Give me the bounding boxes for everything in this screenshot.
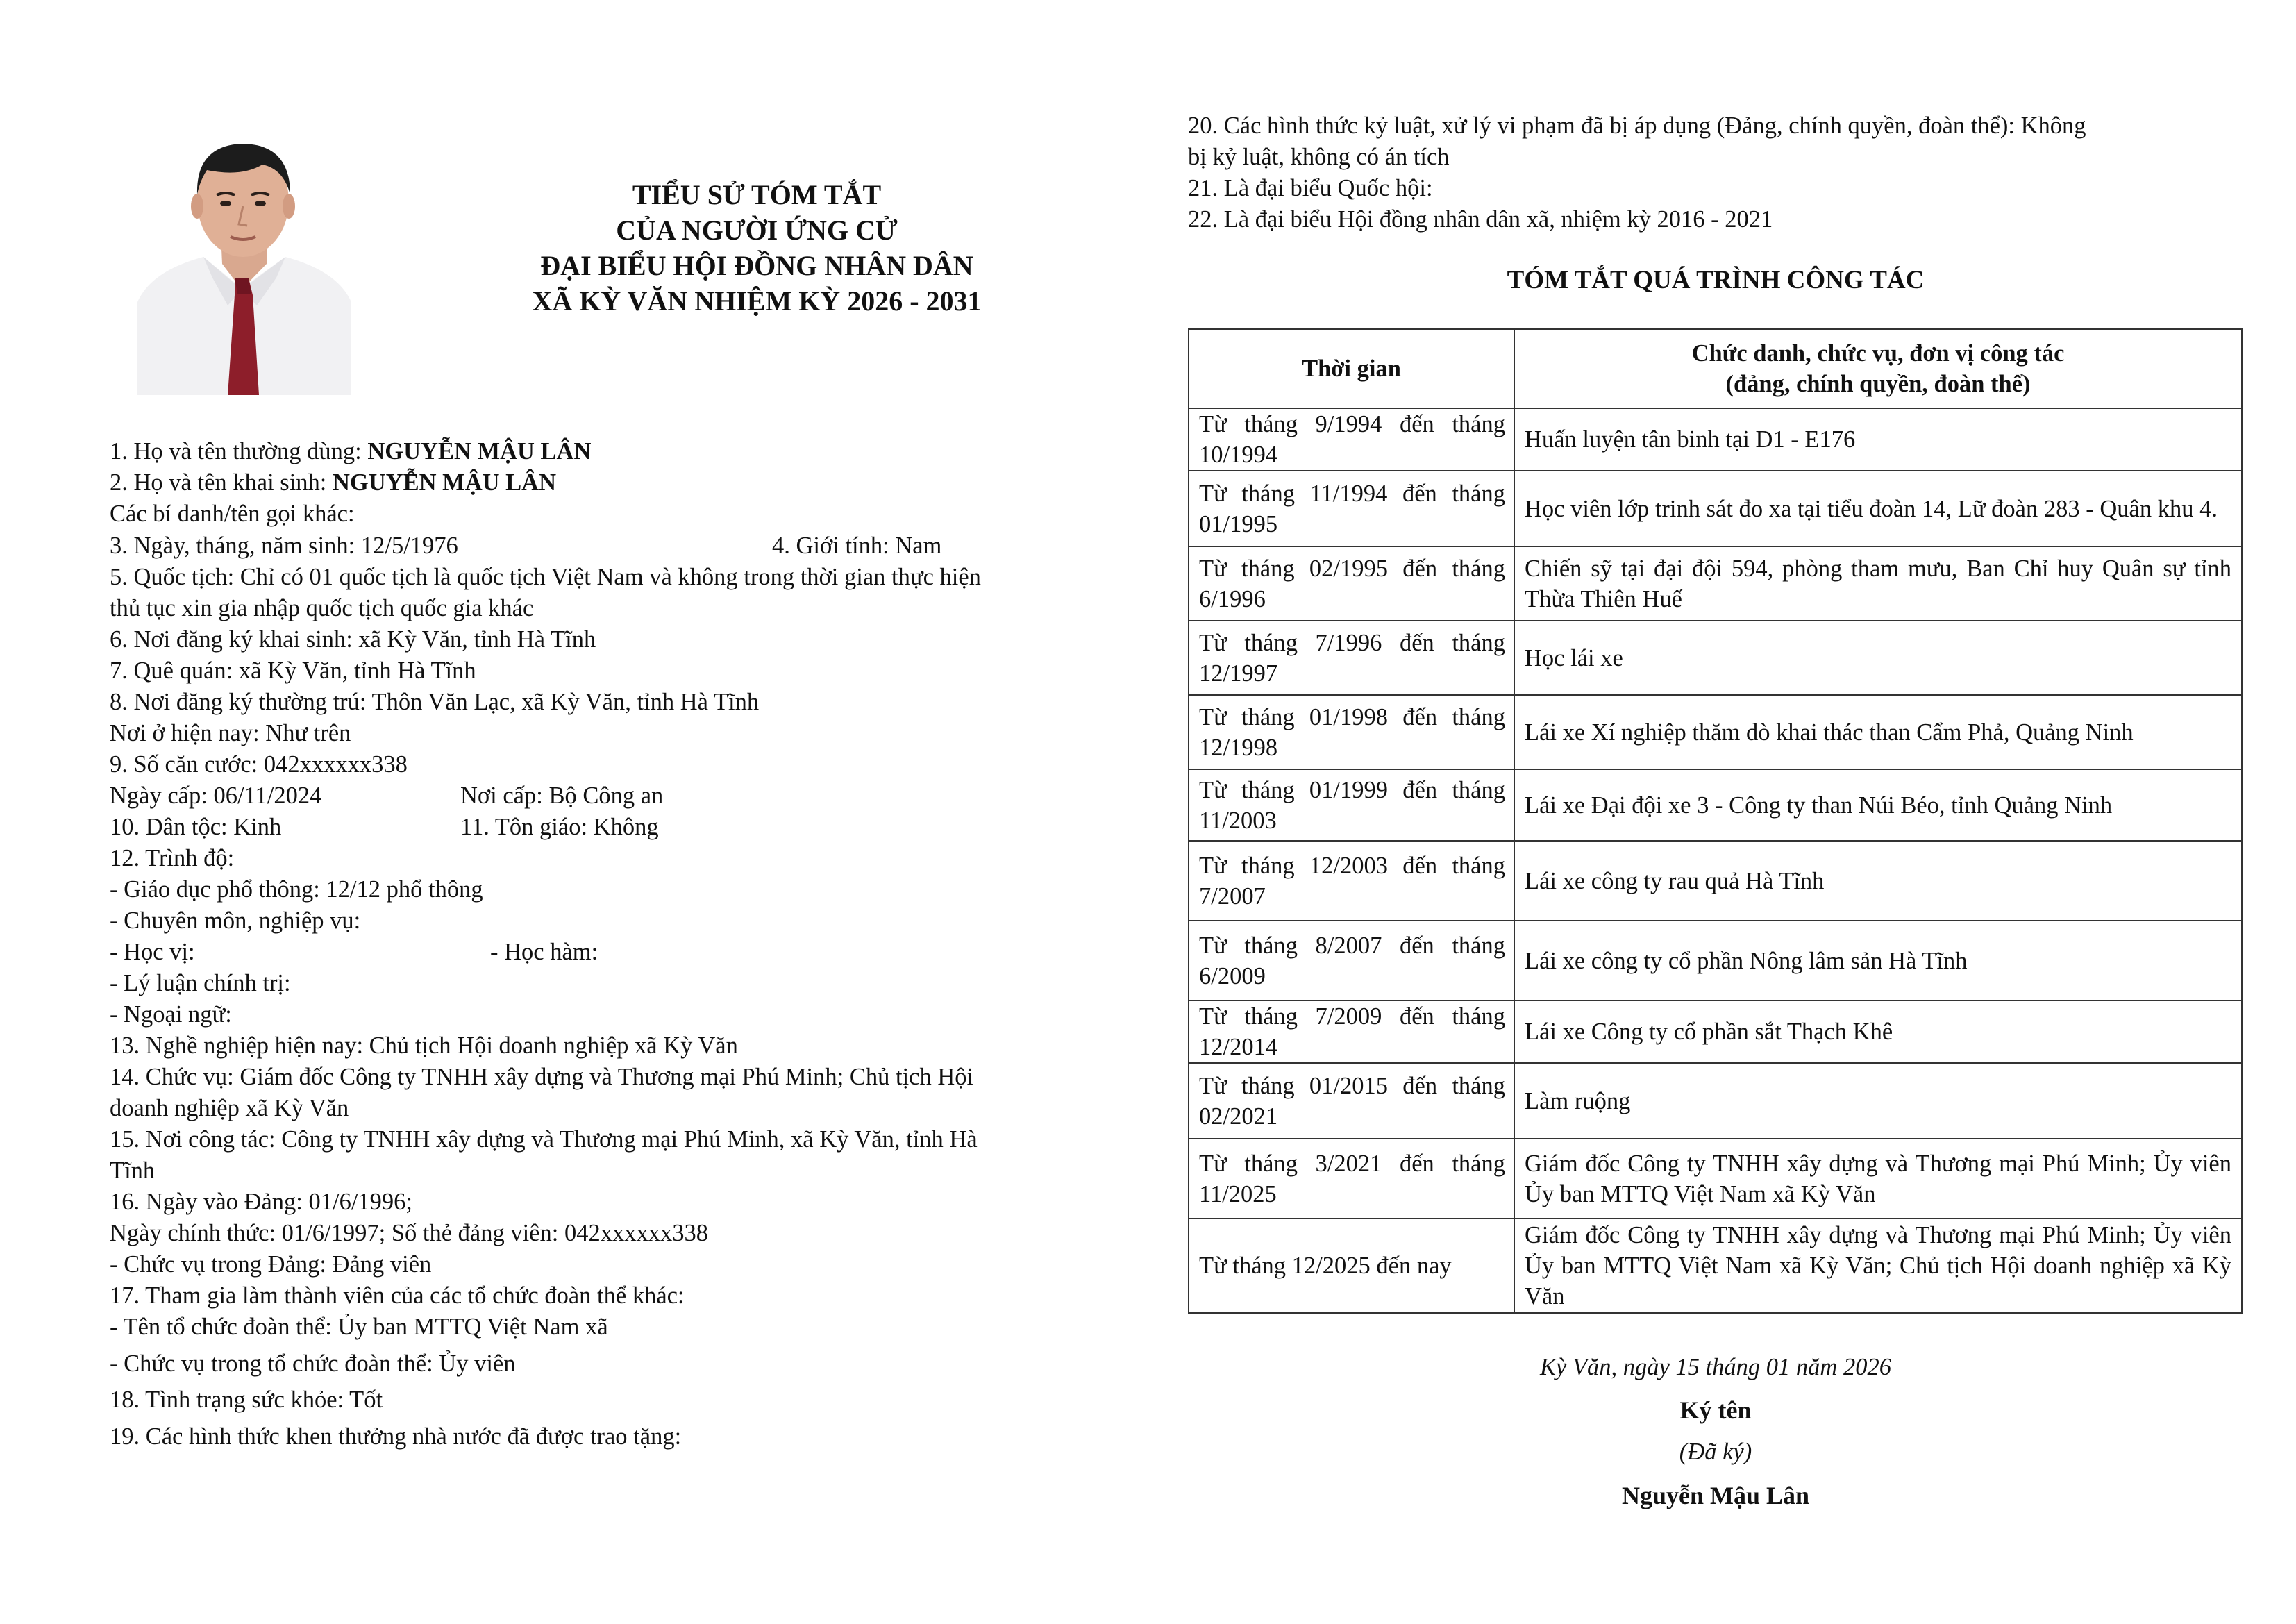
row-description: Làm ruộng: [1514, 1063, 2242, 1139]
row-description: Giám đốc Công ty TNHH xây dựng và Thương mại Phú Minh; Ủy viên Ủy ban MTTQ Việt Nam xã Kỳ Văn; Chủ tịch Hội doanh nghiệp xã Kỳ Văn: [1514, 1219, 2242, 1313]
row-description: Huấn luyện tân binh tại D1 - E176: [1514, 408, 2242, 471]
title-line-4: XÃ KỲ VĂN NHIỆM KỲ 2026 - 2031: [532, 285, 982, 317]
field-birth-registration: 6. Nơi đăng ký khai sinh: xã Kỳ Văn, tỉnh Hà Tĩnh: [110, 626, 596, 653]
table-row: [1189, 769, 2242, 841]
row-time: Từ tháng 01/2015 đến tháng 02/2021: [1189, 1063, 1514, 1139]
field-current-residence: Nơi ở hiện nay: Như trên: [110, 720, 351, 746]
field-general-education: - Giáo dục phổ thông: 12/12 phổ thông: [110, 876, 483, 903]
row-time: Từ tháng 7/2009 đến tháng 12/2014: [1189, 1001, 1514, 1063]
document-title: [444, 177, 1069, 319]
field-organization-position: - Chức vụ trong tổ chức đoàn thể: Ủy viên: [110, 1350, 516, 1377]
candidate-portrait: [137, 128, 351, 395]
field-value: NGUYỄN MẬU LÂN: [367, 438, 592, 464]
field-education-heading: 12. Trình độ:: [110, 845, 235, 871]
field-party-join-date: 16. Ngày vào Đảng: 01/6/1996;: [110, 1189, 412, 1215]
field-religion: 11. Tôn giáo: Không: [460, 814, 659, 840]
row-time: Từ tháng 9/1994 đến tháng 10/1994: [1189, 408, 1514, 471]
table-header-row: [1189, 329, 2242, 408]
field-nationality-line-2: thủ tục xin gia nhập quốc tịch quốc gia khác: [110, 595, 534, 621]
field-political-theory: - Lý luận chính trị:: [110, 970, 291, 996]
field-academic-title: - Học hàm:: [490, 939, 598, 965]
portrait-image: [137, 128, 351, 395]
column-header-line-1: Chức danh, chức vụ, đơn vị công tác: [1691, 340, 2065, 367]
field-issue-place: Nơi cấp: Bộ Công an: [460, 782, 664, 809]
field-occupation: 13. Nghề nghiệp hiện nay: Chủ tịch Hội doanh nghiệp xã Kỳ Văn: [110, 1032, 738, 1059]
field-value: NGUYỄN MẬU LÂN: [333, 469, 556, 496]
row-time: Từ tháng 01/1998 đến tháng 12/1998: [1189, 695, 1514, 769]
row-time: Từ tháng 11/1994 đến tháng 01/1995: [1189, 471, 1514, 546]
field-id-number: 9. Số căn cước: 042xxxxxx338: [110, 751, 408, 778]
row-description: Chiến sỹ tại đại đội 594, phòng tham mưu, Ban Chỉ huy Quân sự tỉnh Thừa Thiên Huế: [1514, 546, 2242, 621]
field-permanent-residence: 8. Nơi đăng ký thường trú: Thôn Văn Lạc, xã Kỳ Văn, tỉnh Hà Tĩnh: [110, 689, 760, 715]
field-ethnicity: 10. Dân tộc: Kinh: [110, 814, 282, 840]
field-gender: 4. Giới tính: Nam: [772, 533, 942, 559]
row-description: Học viên lớp trinh sát đo xa tại tiểu đoàn 14, Lữ đoàn 283 - Quân khu 4.: [1514, 471, 2242, 546]
title-line-1: TIỂU SỬ TÓM TẮT: [632, 179, 882, 210]
field-nationality-line-1: 5. Quốc tịch: Chỉ có 01 quốc tịch là quốc tịch Việt Nam và không trong thời gian thực hiện: [110, 564, 981, 590]
field-common-name: [110, 437, 591, 466]
table-row: [1189, 408, 2242, 471]
field-national-assembly: 21. Là đại biểu Quốc hội:: [1188, 175, 1433, 201]
signer-name: Nguyễn Mậu Lân: [1621, 1482, 1810, 1509]
field-health: 18. Tình trạng sức khỏe: Tốt: [110, 1387, 383, 1413]
field-organization-name: - Tên tổ chức đoàn thể: Ủy ban MTTQ Việt Nam xã: [110, 1314, 608, 1340]
title-line-3: ĐẠI BIỂU HỘI ĐỒNG NHÂN DÂN: [540, 250, 973, 281]
career-summary-heading: TÓM TẮT QUÁ TRÌNH CÔNG TÁC: [1507, 266, 1925, 294]
field-party-official-date: Ngày chính thức: 01/6/1997; Số thẻ đảng viên: 042xxxxxx338: [110, 1220, 708, 1246]
table-row: [1189, 471, 2242, 546]
field-position-line-1: 14. Chức vụ: Giám đốc Công ty TNHH xây dựng và Thương mại Phú Minh; Chủ tịch Hội: [110, 1064, 974, 1090]
row-time: Từ tháng 3/2021 đến tháng 11/2025: [1189, 1139, 1514, 1219]
column-header-line-2: (đảng, chính quyền, đoàn thể): [1725, 371, 2031, 397]
field-council-delegate: 22. Là đại biểu Hội đồng nhân dân xã, nhiệm kỳ 2016 - 2021: [1188, 206, 1773, 233]
row-description: Lái xe công ty rau quả Hà Tĩnh: [1514, 841, 2242, 921]
field-awards: 19. Các hình thức khen thưởng nhà nước đã được trao tặng:: [110, 1423, 682, 1450]
field-discipline-line-1: 20. Các hình thức kỷ luật, xử lý vi phạm đã bị áp dụng (Đảng, chính quyền, đoàn thể): Không: [1188, 112, 2086, 139]
signature-note: (Đã ký): [1679, 1439, 1752, 1465]
table-row: [1189, 1063, 2242, 1139]
table-row: [1189, 1139, 2242, 1219]
table-row: [1189, 841, 2242, 921]
field-party-position: - Chức vụ trong Đảng: Đảng viên: [110, 1251, 432, 1278]
signature-date: Kỳ Văn, ngày 15 tháng 01 năm 2026: [1540, 1354, 1891, 1380]
row-time: Từ tháng 12/2025 đến nay: [1189, 1219, 1514, 1313]
signature-label: Ký tên: [1679, 1396, 1752, 1424]
table-row: [1189, 621, 2242, 695]
field-label: 2. Họ và tên khai sinh:: [110, 469, 333, 496]
field-hometown: 7. Quê quán: xã Kỳ Văn, tỉnh Hà Tĩnh: [110, 658, 476, 684]
table-row: [1189, 695, 2242, 769]
row-time: Từ tháng 02/1995 đến tháng 6/1996: [1189, 546, 1514, 621]
field-workplace-line-1: 15. Nơi công tác: Công ty TNHH xây dựng và Thương mại Phú Minh, xã Kỳ Văn, tỉnh Hà: [110, 1126, 978, 1153]
field-aliases: Các bí danh/tên gọi khác:: [110, 501, 355, 527]
row-time: Từ tháng 12/2003 đến tháng 7/2007: [1189, 841, 1514, 921]
row-time: Từ tháng 01/1999 đến tháng 11/2003: [1189, 769, 1514, 841]
field-date-of-birth: 3. Ngày, tháng, năm sinh: 12/5/1976: [110, 533, 458, 559]
field-organizations-heading: 17. Tham gia làm thành viên của các tổ chức đoàn thể khác:: [110, 1282, 685, 1309]
field-academic-degree: - Học vị:: [110, 939, 195, 965]
field-issue-date: Ngày cấp: 06/11/2024: [110, 782, 322, 809]
column-header-time: Thời gian: [1189, 329, 1514, 408]
field-specialty: - Chuyên môn, nghiệp vụ:: [110, 907, 361, 934]
row-time: Từ tháng 8/2007 đến tháng 6/2009: [1189, 921, 1514, 1001]
row-description: Giám đốc Công ty TNHH xây dựng và Thương mại Phú Minh; Ủy viên Ủy ban MTTQ Việt Nam xã Kỳ Văn: [1514, 1139, 2242, 1219]
row-description: Lái xe công ty cổ phần Nông lâm sản Hà Tĩnh: [1514, 921, 2242, 1001]
table-row: [1189, 1219, 2242, 1313]
field-workplace-line-2: Tĩnh: [110, 1157, 156, 1184]
row-description: Lái xe Công ty cổ phần sắt Thạch Khê: [1514, 1001, 2242, 1063]
table-row: [1189, 921, 2242, 1001]
field-position-line-2: doanh nghiệp xã Kỳ Văn: [110, 1095, 349, 1121]
field-birth-name: [110, 468, 556, 497]
row-time: Từ tháng 7/1996 đến tháng 12/1997: [1189, 621, 1514, 695]
career-table: [1188, 328, 2243, 1314]
column-header-position: [1514, 329, 2242, 408]
table-row: [1189, 546, 2242, 621]
field-foreign-language: - Ngoại ngữ:: [110, 1001, 232, 1028]
row-description: Lái xe Đại đội xe 3 - Công ty than Núi Béo, tỉnh Quảng Ninh: [1514, 769, 2242, 841]
table-row: [1189, 1001, 2242, 1063]
field-discipline-line-2: bị kỷ luật, không có án tích: [1188, 144, 1450, 170]
row-description: Lái xe Xí nghiệp thăm dò khai thác than Cẩm Phả, Quảng Ninh: [1514, 695, 2242, 769]
field-label: 1. Họ và tên thường dùng:: [110, 438, 368, 464]
title-line-2: CỦA NGƯỜI ỨNG CỬ: [616, 215, 898, 246]
row-description: Học lái xe: [1514, 621, 2242, 695]
